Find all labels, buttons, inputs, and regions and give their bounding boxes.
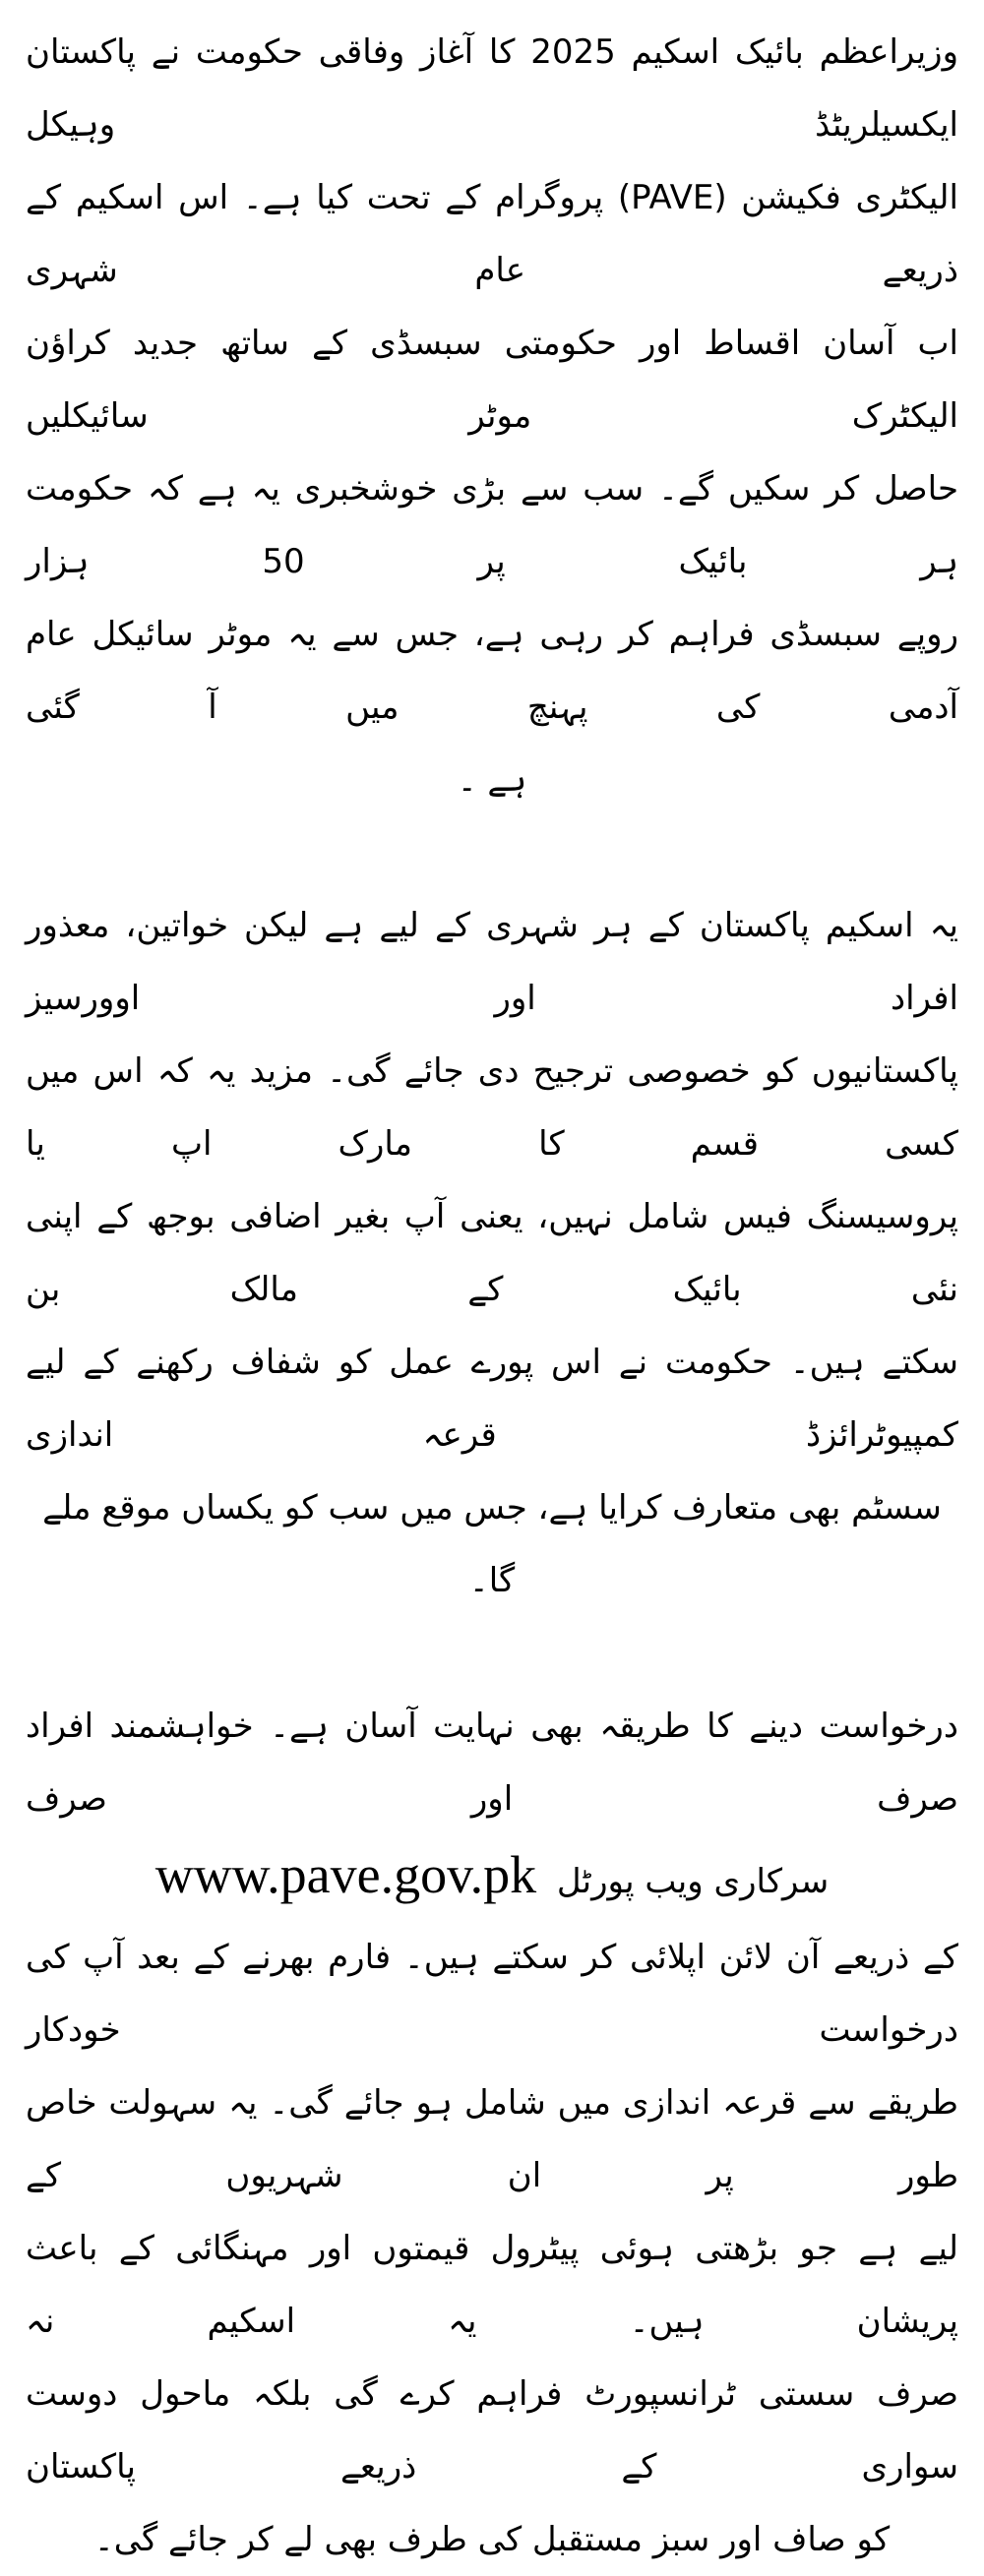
text-line: روپے سبسڈی فراہم کر رہی ہے، جس سے یہ موٹر سائیکل عام آدمی کی پہنچ میں آ گئی [26, 615, 958, 727]
text-line: صرف سستی ٹرانسپورٹ فراہم کرے گی بلکہ ماحول دوست سواری کے ذریعے پاکستان [26, 2374, 958, 2486]
text-line: حاصل کر سکیں گے۔ سب سے بڑی خوشخبری یہ ہے کہ حکومت ہر بائیک پر 50 ہزار [26, 469, 958, 581]
text-line: درخواست دینے کا طریقہ بھی نہایت آسان ہے۔ خواہشمند افراد صرف اور صرف [26, 1707, 958, 1819]
text-line: کو صاف اور سبز مستقبل کی طرف بھی لے کر جائے گی۔ [93, 2520, 891, 2559]
portal-line [26, 1835, 958, 1921]
text-line: الیکٹری فکیشن (PAVE) پروگرام کے تحت کیا ہے۔ اس اسکیم کے ذریعے عام شہری [26, 178, 958, 290]
text-line: یہ اسکیم پاکستان کے ہر شہری کے لیے ہے لیکن خواتین، معذور افراد اور اوورسیز [26, 906, 958, 1018]
paragraph-application [26, 1690, 958, 2576]
text-line: سسٹم بھی متعارف کرایا ہے، جس میں سب کو یکساں موقع ملے گا۔ [42, 1488, 942, 1600]
text-line: پروسیسنگ فیس شامل نہیں، یعنی آپ بغیر اضافی بوجھ کے اپنی نئی بائیک کے مالک بن [26, 1197, 958, 1309]
text-line: پاکستانیوں کو خصوصی ترجیح دی جائے گی۔ مزید یہ کہ اس میں کسی قسم کا مارک اپ یا [26, 1051, 958, 1164]
text-line: اب آسان اقساط اور حکومتی سبسڈی کے ساتھ جدید کراؤن الیکٹرک موٹر سائیکلیں [26, 324, 958, 436]
paragraph-eligibility [26, 889, 958, 1617]
portal-url: www.pave.gov.pk [154, 1845, 537, 1904]
text-line: سکتے ہیں۔ حکومت نے اس پورے عمل کو شفاف رکھنے کے لیے کمپیوٹرائزڈ قرعہ اندازی [26, 1343, 958, 1455]
text-line: ہے ۔ [457, 760, 527, 800]
text-line: لیے ہے جو بڑھتی ہوئی پیٹرول قیمتوں اور مہنگائی کے باعث پریشان ہیں۔ یہ اسکیم نہ [26, 2229, 958, 2341]
paragraph-scheme-intro [26, 16, 958, 816]
text-line: طریقے سے قرعہ اندازی میں شامل ہو جائے گی۔ یہ سہولت خاص طور پر ان شہریوں کے [26, 2083, 958, 2195]
portal-label: سرکاری ویب پورٹل [556, 1862, 830, 1901]
text-line: وزیراعظم بائیک اسکیم 2025 کا آغاز وفاقی حکومت نے پاکستان ایکسیلریٹڈ وہیکل [26, 32, 958, 145]
text-line: کے ذریعے آن لائن اپلائی کر سکتے ہیں۔ فارم بھرنے کے بعد آپ کی درخواست خودکار [26, 1938, 958, 2050]
